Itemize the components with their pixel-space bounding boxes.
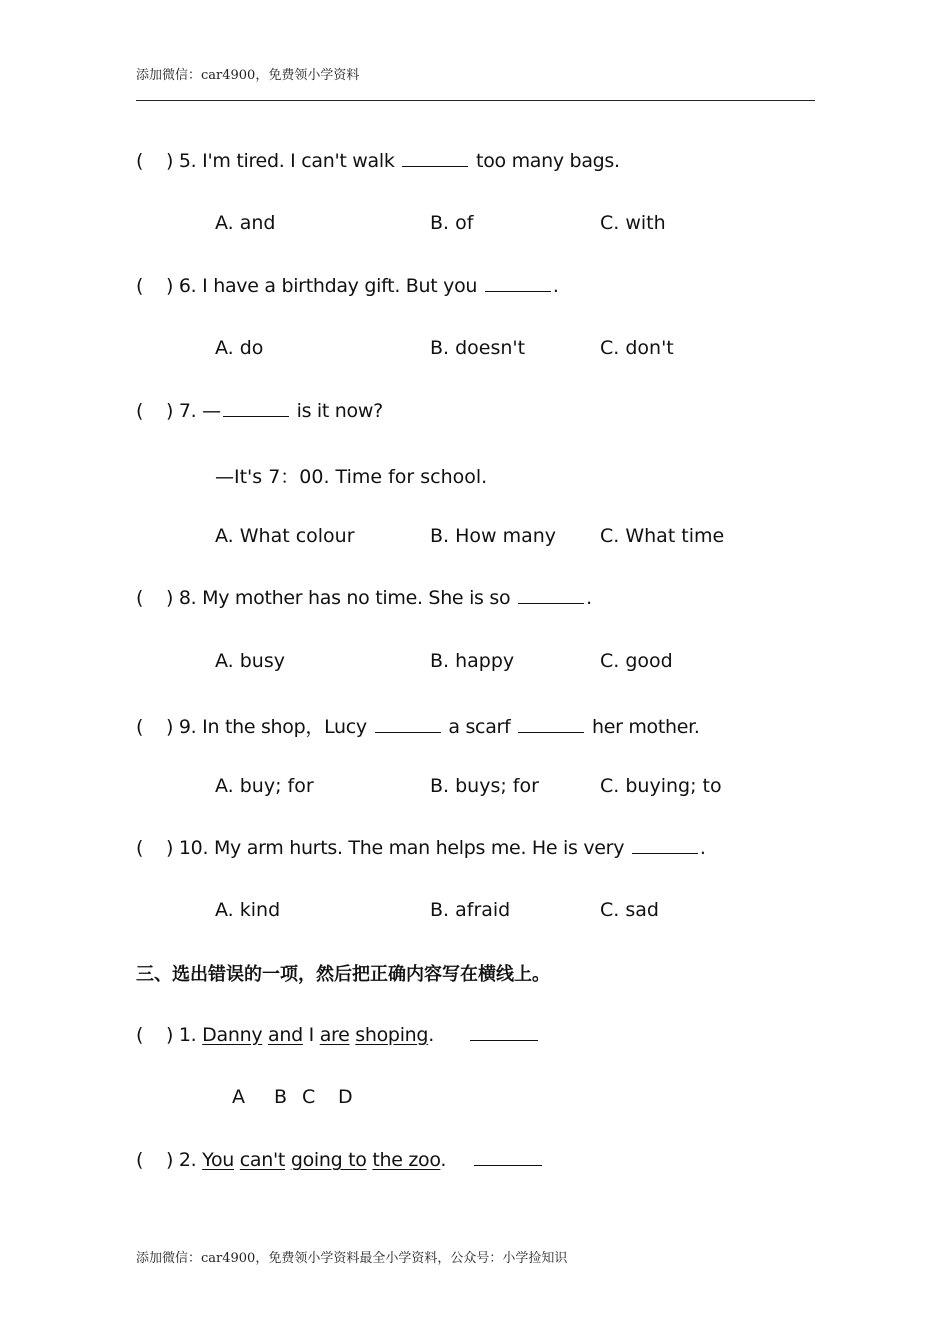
page-footer: 添加微信：car4900，免费领小学资料最全小学资料，公众号：小学捡知识 [136, 1251, 568, 1266]
question-number: 8. [178, 587, 197, 609]
answer-blank-2[interactable] [518, 731, 584, 733]
question-text: My mother has no time. She is so [202, 587, 511, 609]
option-a: A. buy; for [215, 775, 314, 797]
section-3-title: 三、选出错误的一项，然后把正确内容写在横线上。 [136, 964, 550, 985]
underlined-option-c: are [319, 1024, 350, 1046]
option-a: A. kind [215, 899, 281, 921]
option-c: C. with [600, 212, 666, 234]
answer-paren-open: ( [136, 400, 144, 422]
answer-paren-close: ) [166, 1149, 174, 1171]
answer-paren-close: ) [166, 716, 174, 738]
sentence-period: . [428, 1024, 434, 1046]
question-text-end: is it now? [296, 400, 383, 422]
correction-blank[interactable] [470, 1039, 538, 1041]
question-text: In the shop，Lucy [202, 716, 367, 738]
underlined-option-b: and [268, 1024, 303, 1046]
answer-paren-open: ( [136, 587, 144, 609]
option-a: A. What colour [215, 525, 355, 547]
option-letter-a: A [232, 1086, 245, 1108]
answer-paren-close: ) [166, 275, 174, 297]
option-letter-b: B [274, 1086, 288, 1108]
answer-paren-close: ) [166, 587, 174, 609]
question-text: My arm hurts. The man helps me. He is very [213, 837, 625, 859]
answer-blank[interactable] [402, 165, 468, 167]
answer-blank[interactable] [518, 602, 584, 604]
answer-paren-close: ) [166, 1024, 174, 1046]
question-number: 7. [178, 400, 197, 422]
question-text-mid: a scarf [448, 716, 511, 738]
option-a: A. and [215, 212, 276, 234]
question-number: 10. [178, 837, 209, 859]
option-c: C. What time [600, 525, 725, 547]
question-text-end: her mother. [591, 716, 700, 738]
option-c: C. buying; to [600, 775, 722, 797]
option-c: C. don't [600, 337, 674, 359]
answer-paren-close: ) [166, 837, 174, 859]
question-9 [136, 712, 700, 739]
underlined-option-b: can't [239, 1149, 286, 1171]
error-question-1 [136, 1024, 540, 1046]
option-b: B. afraid [430, 899, 511, 921]
answer-blank[interactable] [485, 290, 551, 292]
option-b: B. buys; for [430, 775, 539, 797]
question-10 [136, 837, 706, 859]
option-c: C. sad [600, 899, 659, 921]
underlined-option-a: Danny [202, 1024, 263, 1046]
option-b: B. happy [430, 650, 515, 672]
question-text-end: . [699, 837, 706, 859]
correction-blank[interactable] [474, 1164, 542, 1166]
option-letter-c: C [302, 1086, 316, 1108]
page-header: 添加微信：car4900，免费领小学资料 [136, 68, 360, 83]
question-number: 9. [178, 716, 197, 738]
underlined-option-d: shoping [355, 1024, 429, 1046]
answer-paren-open: ( [136, 716, 144, 738]
underlined-option-a: You [202, 1149, 235, 1171]
answer-paren-close: ) [166, 400, 174, 422]
question-5 [136, 150, 620, 172]
dialogue-reply: —It's 7：00. Time for school. [215, 466, 488, 488]
option-c: C. good [600, 650, 673, 672]
answer-blank[interactable] [632, 852, 698, 854]
question-6 [136, 275, 559, 297]
question-text-end: . [552, 275, 559, 297]
answer-paren-open: ( [136, 275, 144, 297]
question-text-end: . [586, 587, 592, 609]
question-dash: — [202, 400, 221, 422]
option-a: A. do [215, 337, 264, 359]
option-b: B. doesn't [430, 337, 526, 359]
answer-paren-open: ( [136, 150, 144, 172]
answer-blank-1[interactable] [375, 731, 441, 733]
answer-paren-open: ( [136, 1149, 144, 1171]
error-question-2 [136, 1149, 544, 1171]
question-text: I have a birthday gift. But you [202, 275, 478, 297]
answer-paren-close: ) [166, 150, 174, 172]
sentence-period: . [440, 1149, 447, 1171]
header-rule [136, 100, 815, 101]
question-text: I'm tired. I can't walk [202, 150, 395, 172]
answer-paren-open: ( [136, 837, 144, 859]
underlined-option-c: going to [290, 1149, 367, 1171]
question-text-end: too many bags. [476, 150, 620, 172]
question-number: 1. [178, 1024, 197, 1046]
question-7 [136, 400, 383, 422]
answer-paren-open: ( [136, 1024, 144, 1046]
plain-word: I [308, 1024, 314, 1046]
answer-blank[interactable] [223, 415, 289, 417]
question-8 [136, 587, 592, 609]
option-b: B. How many [430, 525, 557, 547]
underlined-option-d: the zoo [372, 1149, 441, 1171]
option-a: A. busy [215, 650, 285, 672]
question-number: 5. [178, 150, 197, 172]
question-number: 6. [178, 275, 197, 297]
question-number: 2. [178, 1149, 197, 1171]
option-letter-d: D [338, 1086, 353, 1108]
option-b: B. of [430, 212, 474, 234]
